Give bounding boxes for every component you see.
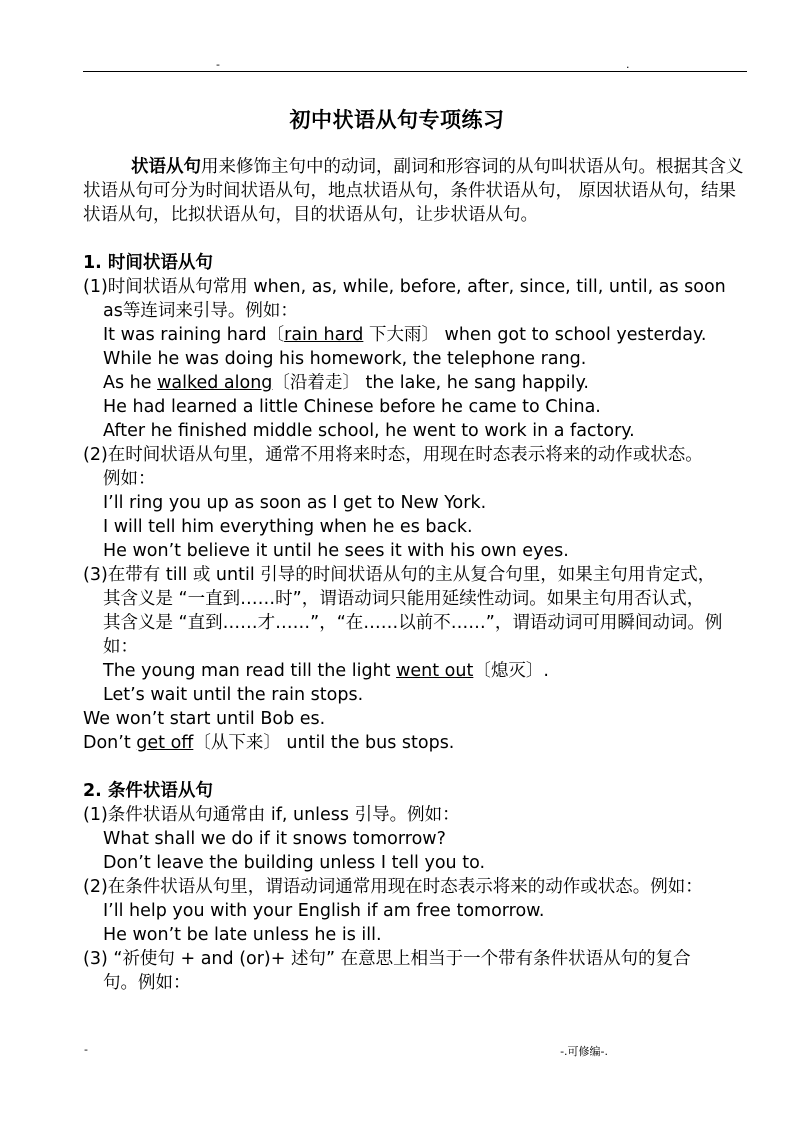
example-sentence: While he was doing his homework, the telephone rang. <box>103 349 587 369</box>
example-sentence: I will tell him everything when he es back. <box>103 517 473 537</box>
example-sentence: As he walked along〔沿着走〕 the lake, he sang happily. <box>103 373 589 393</box>
rule-text: (1)条件状语从句通常由 if, unless 引导。例如： <box>83 805 460 825</box>
example-sentence: He won’t believe it until he sees it with his own eyes. <box>103 541 569 561</box>
main-content <box>83 251 748 995</box>
rule-text: 例如： <box>103 469 156 489</box>
example-sentence: After he finished middle school, he went to work in a factory. <box>103 421 635 441</box>
example-sentence: What shall we do if it snows tomorrow? <box>103 829 446 849</box>
rule-text: 其含义是 “直到……才……”，“在……以前不……”，谓语动词可用瞬间动词。例 <box>103 613 723 633</box>
footer-right-text: -.可修编-. <box>560 1045 608 1058</box>
header-left-mark: - <box>216 58 220 71</box>
example-sentence: It was raining hard〔rain hard 下大雨〕 when got to school yesterday. <box>103 325 707 345</box>
intro-paragraph <box>83 155 748 227</box>
header-rule <box>83 71 747 72</box>
section-heading-condition: 2. 条件状语从句 <box>83 781 213 801</box>
example-sentence: Don’t leave the building unless I tell you to. <box>103 853 486 873</box>
rule-text: as等连词来引导。例如： <box>103 301 298 321</box>
rule-text: (3)在带有 till 或 until 引导的时间状语从句的主从复合句里，如果主句用肯定式， <box>83 565 716 585</box>
example-sentence: We won’t start until Bob es. <box>83 709 326 729</box>
rule-text: (2)在条件状语从句里，谓语动词通常用现在时态表示将来的动作或状态。例如： <box>83 877 703 897</box>
example-sentence: The young man read till the light went out〔熄灭〕. <box>103 661 549 681</box>
rule-text: (2)在时间状语从句里，通常不用将来时态，用现在时态表示将来的动作或状态。 <box>83 445 703 465</box>
rule-text: 如： <box>103 637 138 657</box>
example-sentence: Let’s wait until the rain stops. <box>103 685 364 705</box>
example-sentence: He had learned a little Chinese before he came to China. <box>103 397 601 417</box>
rule-text: (1)时间状语从句常用 when, as, while, before, after, since, till, until, as soon <box>83 277 726 297</box>
rule-text: (3) “祈使句 + and (or)+ 述句” 在意思上相当于一个带有条件状语从句的复合 <box>83 949 691 969</box>
intro-text: 用来修饰主句中的动词，副词和形容词的从句叫状语从句。根据其含义状语从句可分为时间状语从句，地点状语从句，条件状语从句， 原因状语从句，结果状语从句，比拟状语从句，目的状语从句，让步状语从句。 <box>83 157 744 225</box>
intro-term: 状语从句 <box>131 157 201 177</box>
rule-text: 句。例如： <box>103 973 191 993</box>
example-sentence: I’ll help you with your English if am free tomorrow. <box>103 901 545 921</box>
header-right-mark: . <box>626 58 630 71</box>
example-sentence: He won’t be late unless he is ill. <box>103 925 382 945</box>
rule-text: 其含义是 “一直到……时”，谓语动词只能用延续性动词。如果主句用否认式， <box>103 589 705 609</box>
section-heading-time: 1. 时间状语从句 <box>83 253 213 273</box>
example-sentence: Don’t get off〔从下来〕 until the bus stops. <box>83 733 455 753</box>
page-title: 初中状语从句专项练习 <box>289 108 505 132</box>
example-sentence: I’ll ring you up as soon as I get to New York. <box>103 493 487 513</box>
footer-left-mark: - <box>84 1043 88 1056</box>
